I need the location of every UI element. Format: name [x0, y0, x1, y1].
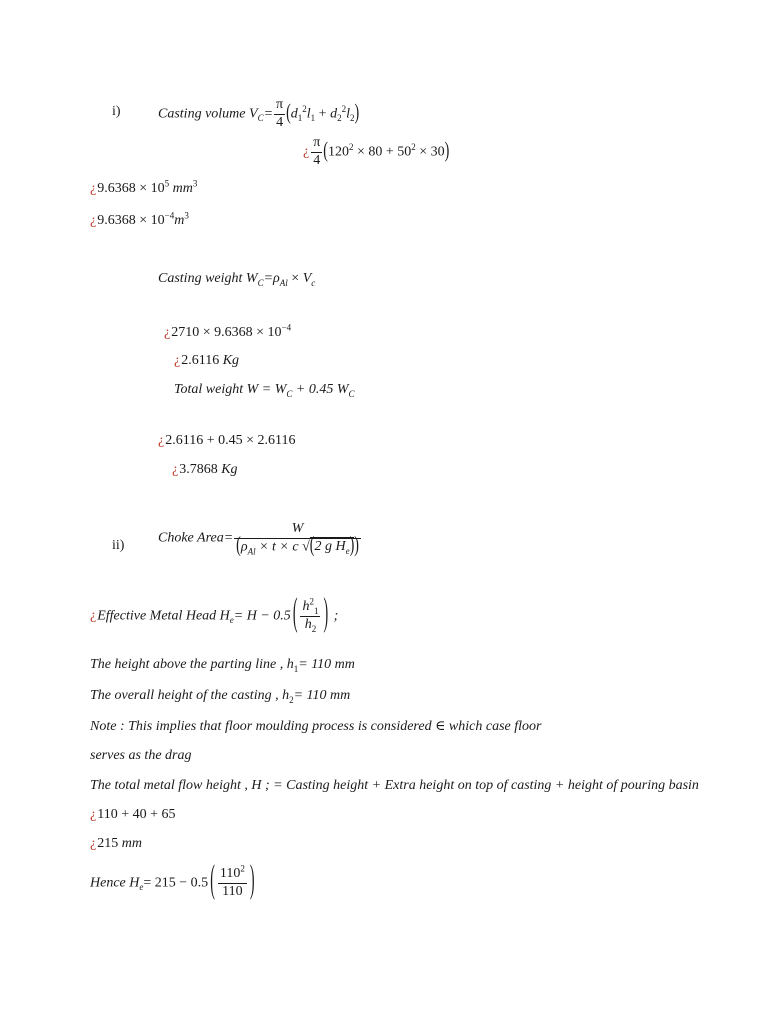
total-weight-equation: Total weight $W = W_C + 0.45$ $W_C$ [174, 382, 355, 399]
casting-volume-label: Casting volume [158, 106, 246, 122]
casting-weight-substitution: ¿$2710 \times 9.6368 \times 10^{-4}$ [164, 322, 292, 340]
hence-effective-head-equation: Hence $H_e= 215 - 0.5$ ( $\frac{110^2}{110}$ ) [90, 860, 255, 903]
height-above-parting-line: The height above the parting line , $h_1= 110$ mm [90, 657, 355, 674]
casting-weight-equation: Casting weight $W_C=\rho_{Al} \times V_c$ [158, 271, 316, 288]
total-weight-substitution: ¿2.6116 + 0.45 × 2.6116 [158, 433, 296, 448]
missing-glyph-marker: ¿ [303, 144, 310, 160]
part-ii-label: ii) [112, 538, 125, 553]
part-i-label: i) [112, 104, 121, 119]
choke-area-equation: Choke Area= $\frac{W}{(\rho_{Al} \times t \times c √(2 g H_e))}$ [158, 521, 359, 558]
flow-height-result: ¿215 mm [90, 836, 142, 851]
total-metal-flow-height: The total metal flow height , H ; = Casting height + Extra height on top of casting + height of pouring basin [90, 778, 699, 793]
overall-casting-height: The overall height of the casting , $h_2= 110$ mm [90, 688, 351, 705]
choke-area-fraction: $\frac{W}{(\rho_{Al} \times t \times c √(2 g H_e))}$ [236, 521, 359, 558]
note-line-1: Note : This implies that floor moulding process is considered ∈ which case floor [90, 719, 542, 734]
pi-over-4-fraction: $\frac{\pi}{4}$ [276, 97, 284, 130]
casting-weight-result: ¿2.6116 Kg [174, 353, 240, 368]
casting-volume-substitution: ¿ $\frac{\pi}{4}$ $(120^2 \times 80 + 50^2 \times 30)$ [303, 135, 450, 168]
square-root-icon: √ [302, 539, 310, 555]
h1-over-h2-fraction: $\frac{h^2_1}{h_2}$ [302, 596, 319, 634]
casting-volume-equation: Casting volume $V_C=$ $\frac{\pi}{4}$ $(d_1^2l_1 + d_2^2l_2)$ [158, 97, 360, 130]
hence-fraction: $\frac{110^2}{110}$ [219, 863, 245, 899]
note-line-2: serves as the drag [90, 748, 192, 763]
flow-height-sum: ¿110 + 40 + 65 [90, 807, 176, 822]
effective-metal-head-equation: ¿Effective Metal Head $H_e= H - 0.5$ ( $\frac{h^2_1}{h_2}$ ) ; [90, 593, 339, 636]
total-weight-result: ¿3.7868 Kg [172, 462, 238, 477]
casting-volume-result-mm3: ¿$9.6368 \times 10^5$ $mm^3$ [90, 178, 198, 196]
casting-volume-result-m3: ¿$9.6368 \times 10^{-4}m^3$ [90, 210, 189, 228]
